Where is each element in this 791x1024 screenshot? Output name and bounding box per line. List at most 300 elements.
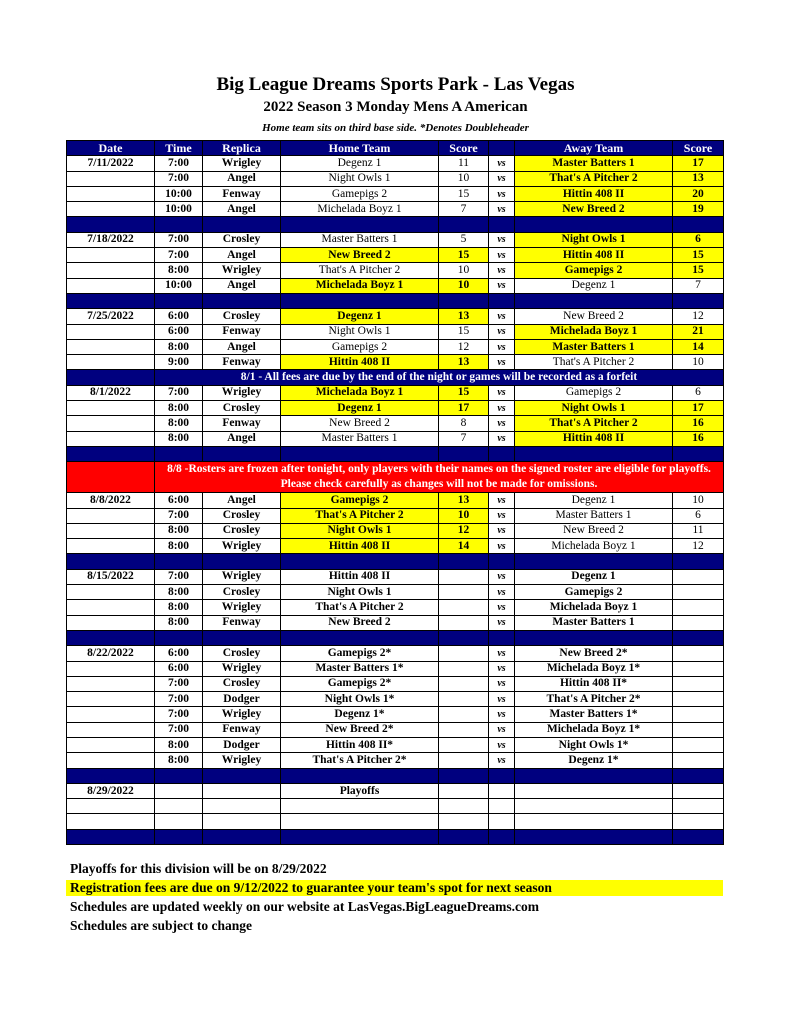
home-score-cell: [439, 600, 489, 615]
away-score-cell: 12: [673, 309, 724, 324]
date-cell: 8/1/2022: [67, 385, 155, 400]
game-row: [67, 737, 724, 752]
empty-cell: [281, 217, 439, 232]
empty-cell: [439, 217, 489, 232]
empty-cell: [203, 446, 281, 461]
time-cell: [155, 814, 203, 829]
game-row: [67, 585, 724, 600]
away-team-cell: New Breed 2*: [515, 646, 673, 661]
empty-cell: [155, 217, 203, 232]
away-score-cell: [673, 569, 724, 584]
empty-cell: [203, 768, 281, 783]
date-cell: [67, 324, 155, 339]
date-cell: 8/22/2022: [67, 646, 155, 661]
replica-cell: Wrigley: [203, 385, 281, 400]
date-cell: [67, 431, 155, 446]
date-cell: 8/15/2022: [67, 569, 155, 584]
vs-cell: vs: [489, 753, 515, 768]
replica-cell: Fenway: [203, 416, 281, 431]
empty-cell: [673, 829, 724, 844]
vs-cell: vs: [489, 676, 515, 691]
empty-cell: [67, 554, 155, 569]
game-row: [67, 661, 724, 676]
replica-cell: Crosley: [203, 523, 281, 538]
time-cell: 7:00: [155, 707, 203, 722]
replica-cell: Fenway: [203, 615, 281, 630]
empty-cell: [281, 293, 439, 308]
separator-row: [67, 293, 724, 308]
empty-cell: [515, 768, 673, 783]
empty-cell: [155, 829, 203, 844]
game-row: [67, 508, 724, 523]
away-score-cell: 6: [673, 232, 724, 247]
away-score-cell: 6: [673, 385, 724, 400]
time-cell: 8:00: [155, 600, 203, 615]
game-row: [67, 202, 724, 217]
time-cell: 10:00: [155, 278, 203, 293]
replica-cell: Dodger: [203, 692, 281, 707]
page-subtitle: 2022 Season 3 Monday Mens A American: [263, 99, 528, 115]
game-row: [67, 248, 724, 263]
away-team-cell: Degenz 1*: [515, 753, 673, 768]
time-cell: 7:00: [155, 232, 203, 247]
empty-cell: [439, 814, 489, 829]
time-cell: 8:00: [155, 615, 203, 630]
game-row: [67, 416, 724, 431]
home-team-cell: Degenz 1: [281, 156, 439, 171]
replica-cell: Angel: [203, 248, 281, 263]
column-header: Score: [439, 141, 489, 156]
away-score-cell: 17: [673, 156, 724, 171]
home-score-cell: [439, 646, 489, 661]
home-score-cell: [439, 737, 489, 752]
separator-row: [67, 217, 724, 232]
away-score-cell: 10: [673, 355, 724, 370]
vs-cell: vs: [489, 202, 515, 217]
away-score-cell: [673, 646, 724, 661]
away-team-cell: Night Owls 1: [515, 232, 673, 247]
empty-cell: [439, 554, 489, 569]
home-score-cell: 5: [439, 232, 489, 247]
date-cell: 7/18/2022: [67, 232, 155, 247]
time-cell: 7:00: [155, 692, 203, 707]
time-cell: 8:00: [155, 339, 203, 354]
away-score-cell: 14: [673, 339, 724, 354]
replica-cell: Wrigley: [203, 263, 281, 278]
vs-cell: vs: [489, 523, 515, 538]
time-cell: 8:00: [155, 431, 203, 446]
away-score-cell: [673, 692, 724, 707]
home-score-cell: 10: [439, 278, 489, 293]
empty-cell: [489, 799, 515, 814]
time-cell: [155, 783, 203, 798]
empty-cell: [439, 293, 489, 308]
empty-cell: [673, 217, 724, 232]
time-cell: 8:00: [155, 585, 203, 600]
home-score-cell: [439, 676, 489, 691]
vs-cell: vs: [489, 324, 515, 339]
empty-cell: [673, 554, 724, 569]
replica-cell: Angel: [203, 339, 281, 354]
home-score-cell: 10: [439, 263, 489, 278]
home-team-cell: Hittin 408 II*: [281, 737, 439, 752]
schedule-note: Home team sits on third base side. *Denotes Doubleheader: [262, 122, 529, 134]
empty-cell: [281, 554, 439, 569]
date-cell: [67, 707, 155, 722]
home-team-cell: [281, 799, 439, 814]
time-cell: 6:00: [155, 661, 203, 676]
game-row: [67, 523, 724, 538]
empty-cell: [515, 217, 673, 232]
home-team-cell: New Breed 2: [281, 416, 439, 431]
home-score-cell: [439, 661, 489, 676]
date-cell: [67, 737, 155, 752]
replica-cell: Dodger: [203, 737, 281, 752]
fee-notice-row: [67, 370, 724, 385]
time-cell: 6:00: [155, 493, 203, 508]
game-row: [67, 263, 724, 278]
date-cell: [67, 171, 155, 186]
vs-cell: vs: [489, 707, 515, 722]
empty-cell: [515, 829, 673, 844]
away-score-cell: [673, 737, 724, 752]
home-team-cell: Gamepigs 2: [281, 186, 439, 201]
date-cell: [67, 339, 155, 354]
empty-cell: [67, 217, 155, 232]
time-cell: 7:00: [155, 508, 203, 523]
game-row: [67, 156, 724, 171]
away-score-cell: 10: [673, 493, 724, 508]
away-score-cell: [673, 753, 724, 768]
date-cell: [67, 186, 155, 201]
away-team-cell: Gamepigs 2: [515, 585, 673, 600]
away-team-cell: Master Batters 1: [515, 508, 673, 523]
column-header: Score: [673, 141, 724, 156]
home-score-cell: 15: [439, 248, 489, 263]
game-row: [67, 186, 724, 201]
game-row: [67, 309, 724, 324]
game-row: [67, 324, 724, 339]
home-score-cell: 7: [439, 202, 489, 217]
replica-cell: Wrigley: [203, 156, 281, 171]
playoff-row: [67, 814, 724, 829]
away-score-cell: [673, 661, 724, 676]
away-team-cell: Gamepigs 2: [515, 385, 673, 400]
time-cell: 7:00: [155, 569, 203, 584]
vs-cell: vs: [489, 186, 515, 201]
away-team-cell: That's A Pitcher 2: [515, 416, 673, 431]
date-cell: [67, 416, 155, 431]
empty-cell: [281, 829, 439, 844]
away-team-cell: Hittin 408 II: [515, 248, 673, 263]
date-cell: [67, 523, 155, 538]
away-team-cell: Night Owls 1: [515, 401, 673, 416]
game-row: [67, 600, 724, 615]
game-row: [67, 753, 724, 768]
empty-cell: [489, 293, 515, 308]
footer-registration: Registration fees are due on 9/12/2022 to guarantee your team's spot for next season: [66, 880, 723, 896]
empty-cell: [439, 446, 489, 461]
time-cell: 8:00: [155, 737, 203, 752]
vs-cell: vs: [489, 600, 515, 615]
home-team-cell: New Breed 2: [281, 248, 439, 263]
date-cell: [67, 248, 155, 263]
home-team-cell: Gamepigs 2: [281, 493, 439, 508]
footer-change: Schedules are subject to change: [70, 918, 252, 933]
away-team-cell: That's A Pitcher 2: [515, 171, 673, 186]
vs-cell: vs: [489, 493, 515, 508]
date-cell: [67, 539, 155, 554]
vs-cell: vs: [489, 171, 515, 186]
date-cell: [67, 600, 155, 615]
home-team-cell: Degenz 1: [281, 309, 439, 324]
empty-cell: [673, 799, 724, 814]
away-score-cell: 19: [673, 202, 724, 217]
replica-cell: Wrigley: [203, 753, 281, 768]
replica-cell: Angel: [203, 493, 281, 508]
empty-cell: [515, 630, 673, 645]
home-team-cell: That's A Pitcher 2*: [281, 753, 439, 768]
vs-cell: vs: [489, 692, 515, 707]
away-team-cell: Master Batters 1: [515, 339, 673, 354]
empty-cell: [67, 370, 155, 385]
home-score-cell: 15: [439, 186, 489, 201]
game-row: [67, 707, 724, 722]
home-team-cell: Master Batters 1: [281, 431, 439, 446]
away-score-cell: 6: [673, 508, 724, 523]
column-header: Replica: [203, 141, 281, 156]
playoff-row: [67, 783, 724, 798]
vs-cell: vs: [489, 722, 515, 737]
empty-cell: [489, 814, 515, 829]
home-team-cell: New Breed 2: [281, 615, 439, 630]
home-team-cell: Playoffs: [281, 783, 439, 798]
away-score-cell: 11: [673, 523, 724, 538]
date-cell: [67, 753, 155, 768]
game-row: [67, 278, 724, 293]
empty-cell: [67, 462, 155, 493]
away-team-cell: That's A Pitcher 2: [515, 355, 673, 370]
empty-cell: [673, 630, 724, 645]
time-cell: 6:00: [155, 324, 203, 339]
time-cell: 8:00: [155, 401, 203, 416]
empty-cell: [673, 293, 724, 308]
time-cell: 7:00: [155, 676, 203, 691]
schedule-table: [66, 140, 724, 845]
away-score-cell: 16: [673, 431, 724, 446]
replica-cell: Wrigley: [203, 539, 281, 554]
game-row: [67, 355, 724, 370]
empty-cell: [203, 554, 281, 569]
away-team-cell: New Breed 2: [515, 309, 673, 324]
away-team-cell: Degenz 1: [515, 569, 673, 584]
date-cell: 7/11/2022: [67, 156, 155, 171]
notice-text: 8/8 -Rosters are frozen after tonight, only players with their names on the signed roster are eligible for playoffs. Please check carefully as changes will not be made for omissions.: [155, 462, 724, 493]
game-row: [67, 339, 724, 354]
replica-cell: Angel: [203, 171, 281, 186]
date-cell: [67, 722, 155, 737]
time-cell: 8:00: [155, 416, 203, 431]
time-cell: 8:00: [155, 523, 203, 538]
separator-row: [67, 829, 724, 844]
notice-text: 8/1 - All fees are due by the end of the night or games will be recorded as a forfeit: [155, 370, 724, 385]
away-team-cell: Hittin 408 II*: [515, 676, 673, 691]
home-team-cell: Hittin 408 II: [281, 569, 439, 584]
home-team-cell: That's A Pitcher 2: [281, 508, 439, 523]
empty-cell: [673, 814, 724, 829]
home-team-cell: Master Batters 1*: [281, 661, 439, 676]
empty-cell: [203, 217, 281, 232]
empty-cell: [281, 446, 439, 461]
home-team-cell: Night Owls 1: [281, 324, 439, 339]
empty-cell: [439, 799, 489, 814]
away-score-cell: 16: [673, 416, 724, 431]
date-cell: [67, 661, 155, 676]
game-row: [67, 615, 724, 630]
home-team-cell: Michelada Boyz 1: [281, 385, 439, 400]
empty-cell: [155, 446, 203, 461]
home-team-cell: That's A Pitcher 2: [281, 600, 439, 615]
time-cell: 7:00: [155, 722, 203, 737]
home-team-cell: Night Owls 1: [281, 585, 439, 600]
home-score-cell: [439, 569, 489, 584]
date-cell: [67, 202, 155, 217]
time-cell: 6:00: [155, 646, 203, 661]
empty-cell: [155, 293, 203, 308]
date-cell: 8/8/2022: [67, 493, 155, 508]
away-score-cell: 15: [673, 248, 724, 263]
time-cell: 7:00: [155, 248, 203, 263]
replica-cell: [203, 783, 281, 798]
empty-cell: [489, 630, 515, 645]
away-score-cell: 21: [673, 324, 724, 339]
away-score-cell: [673, 707, 724, 722]
away-team-cell: That's A Pitcher 2*: [515, 692, 673, 707]
date-cell: [67, 355, 155, 370]
time-cell: 8:00: [155, 263, 203, 278]
replica-cell: Crosley: [203, 401, 281, 416]
date-cell: [67, 676, 155, 691]
replica-cell: Crosley: [203, 646, 281, 661]
away-score-cell: [673, 600, 724, 615]
away-score-cell: 17: [673, 401, 724, 416]
empty-cell: [515, 814, 673, 829]
home-score-cell: [439, 707, 489, 722]
vs-cell: vs: [489, 615, 515, 630]
column-header: Time: [155, 141, 203, 156]
empty-cell: [439, 829, 489, 844]
home-score-cell: [439, 585, 489, 600]
vs-cell: vs: [489, 416, 515, 431]
replica-cell: Crosley: [203, 232, 281, 247]
away-team-cell: Degenz 1: [515, 278, 673, 293]
away-score-cell: 13: [673, 171, 724, 186]
home-team-cell: [281, 814, 439, 829]
home-team-cell: Michelada Boyz 1: [281, 278, 439, 293]
home-score-cell: [439, 692, 489, 707]
away-team-cell: Michelada Boyz 1*: [515, 722, 673, 737]
date-cell: 8/29/2022: [67, 783, 155, 798]
playoff-row: [67, 799, 724, 814]
home-team-cell: Gamepigs 2*: [281, 676, 439, 691]
home-score-cell: 10: [439, 171, 489, 186]
game-row: [67, 539, 724, 554]
column-header: Away Team: [515, 141, 673, 156]
time-cell: 10:00: [155, 186, 203, 201]
empty-cell: [155, 630, 203, 645]
empty-cell: [281, 630, 439, 645]
time-cell: 7:00: [155, 171, 203, 186]
away-score-cell: 15: [673, 263, 724, 278]
replica-cell: [203, 814, 281, 829]
empty-cell: [673, 783, 724, 798]
empty-cell: [489, 768, 515, 783]
time-cell: 6:00: [155, 309, 203, 324]
vs-cell: vs: [489, 248, 515, 263]
home-team-cell: Degenz 1: [281, 401, 439, 416]
away-team-cell: Michelada Boyz 1: [515, 539, 673, 554]
column-header: Date: [67, 141, 155, 156]
empty-cell: [515, 783, 673, 798]
empty-cell: [515, 554, 673, 569]
separator-row: [67, 446, 724, 461]
empty-cell: [155, 768, 203, 783]
footer-playoffs: Playoffs for this division will be on 8/29/2022: [70, 861, 327, 876]
empty-cell: [203, 829, 281, 844]
empty-cell: [515, 293, 673, 308]
separator-row: [67, 630, 724, 645]
home-team-cell: Michelada Boyz 1: [281, 202, 439, 217]
empty-cell: [489, 217, 515, 232]
time-cell: 8:00: [155, 753, 203, 768]
home-score-cell: [439, 753, 489, 768]
away-team-cell: Michelada Boyz 1: [515, 324, 673, 339]
home-team-cell: Night Owls 1*: [281, 692, 439, 707]
home-team-cell: Hittin 408 II: [281, 539, 439, 554]
date-cell: 7/25/2022: [67, 309, 155, 324]
home-score-cell: 13: [439, 355, 489, 370]
replica-cell: Wrigley: [203, 600, 281, 615]
vs-cell: vs: [489, 646, 515, 661]
date-cell: [67, 263, 155, 278]
home-score-cell: 14: [439, 539, 489, 554]
away-score-cell: [673, 585, 724, 600]
home-score-cell: 11: [439, 156, 489, 171]
empty-cell: [489, 783, 515, 798]
home-team-cell: Degenz 1*: [281, 707, 439, 722]
vs-cell: vs: [489, 569, 515, 584]
time-cell: 7:00: [155, 156, 203, 171]
away-team-cell: Degenz 1: [515, 493, 673, 508]
game-row: [67, 385, 724, 400]
replica-cell: Fenway: [203, 186, 281, 201]
replica-cell: Crosley: [203, 676, 281, 691]
away-team-cell: Night Owls 1*: [515, 737, 673, 752]
vs-cell: vs: [489, 232, 515, 247]
empty-cell: [439, 768, 489, 783]
away-team-cell: Hittin 408 II: [515, 186, 673, 201]
replica-cell: Fenway: [203, 355, 281, 370]
game-row: [67, 431, 724, 446]
replica-cell: Fenway: [203, 324, 281, 339]
game-row: [67, 692, 724, 707]
away-team-cell: Master Batters 1*: [515, 707, 673, 722]
home-score-cell: 15: [439, 324, 489, 339]
date-cell: [67, 278, 155, 293]
home-score-cell: 10: [439, 508, 489, 523]
vs-cell: vs: [489, 585, 515, 600]
replica-cell: Crosley: [203, 309, 281, 324]
